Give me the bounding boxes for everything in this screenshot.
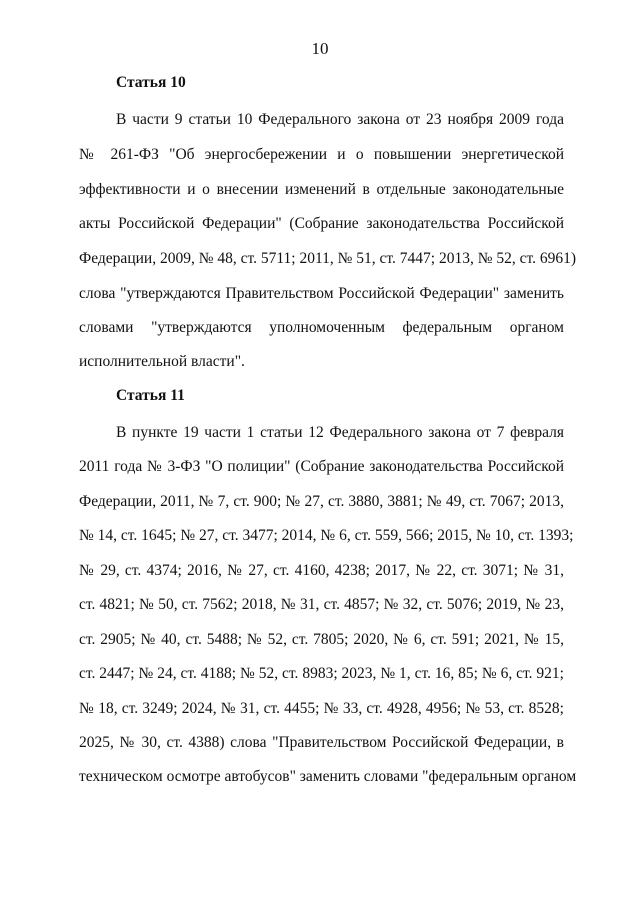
paragraph-line: Федерации, 2011, № 7, ст. 900; № 27, ст. 3880, 3881; № 49, ст. 7067; 2013,	[79, 493, 564, 510]
paragraph-line: слова "утверждаются Правительством Российской Федерации" заменить	[79, 285, 564, 302]
paragraph-line: словами "утверждаются уполномоченным федеральным органом	[79, 319, 564, 336]
page-number: 10	[311, 39, 329, 58]
paragraph-line: № 261-ФЗ "Об энергосбережении и о повышении энергетической	[79, 146, 564, 163]
paragraph-line: ст. 2447; № 24, ст. 4188; № 52, ст. 8983; 2023, № 1, ст. 16, 85; № 6, ст. 921;	[79, 665, 564, 682]
paragraph-line: исполнительной власти".	[79, 353, 245, 370]
paragraph-line: техническом осмотре автобусов" заменить словами "федеральным органом	[79, 768, 577, 785]
paragraph-line: В части 9 статьи 10 Федерального закона от 23 ноября 2009 года	[116, 111, 564, 128]
article-heading: Статья 11	[116, 387, 185, 404]
paragraph-line: ст. 2905; № 40, ст. 5488; № 52, ст. 7805; 2020, № 6, ст. 591; 2021, № 15,	[79, 631, 564, 648]
paragraph-line: № 18, ст. 3249; 2024, № 31, ст. 4455; № 33, ст. 4928, 4956; № 53, ст. 8528;	[79, 700, 564, 717]
paragraph-line: эффективности и о внесении изменений в отдельные законодательные	[79, 181, 564, 198]
paragraph-line: 2011 года № 3-ФЗ "О полиции" (Собрание законодательства Российской	[79, 458, 564, 475]
paragraph-line: акты Российской Федерации" (Собрание законодательства Российской	[79, 215, 564, 232]
paragraph-line: ст. 4821; № 50, ст. 7562; 2018, № 31, ст. 4857; № 32, ст. 5076; 2019, № 23,	[79, 596, 564, 613]
paragraph-line: 2025, № 30, ст. 4388) слова "Правительством Российской Федерации, в	[79, 734, 564, 751]
article-heading: Статья 10	[116, 74, 186, 91]
paragraph-line: № 29, ст. 4374; 2016, № 27, ст. 4160, 4238; 2017, № 22, ст. 3071; № 31,	[79, 562, 564, 579]
paragraph-line: В пункте 19 части 1 статьи 12 Федерального закона от 7 февраля	[116, 424, 564, 441]
paragraph-line: Федерации, 2009, № 48, ст. 5711; 2011, № 51, ст. 7447; 2013, № 52, ст. 6961)	[79, 250, 577, 267]
paragraph-line: № 14, ст. 1645; № 27, ст. 3477; 2014, № 6, ст. 559, 566; 2015, № 10, ст. 1393;	[79, 527, 574, 544]
